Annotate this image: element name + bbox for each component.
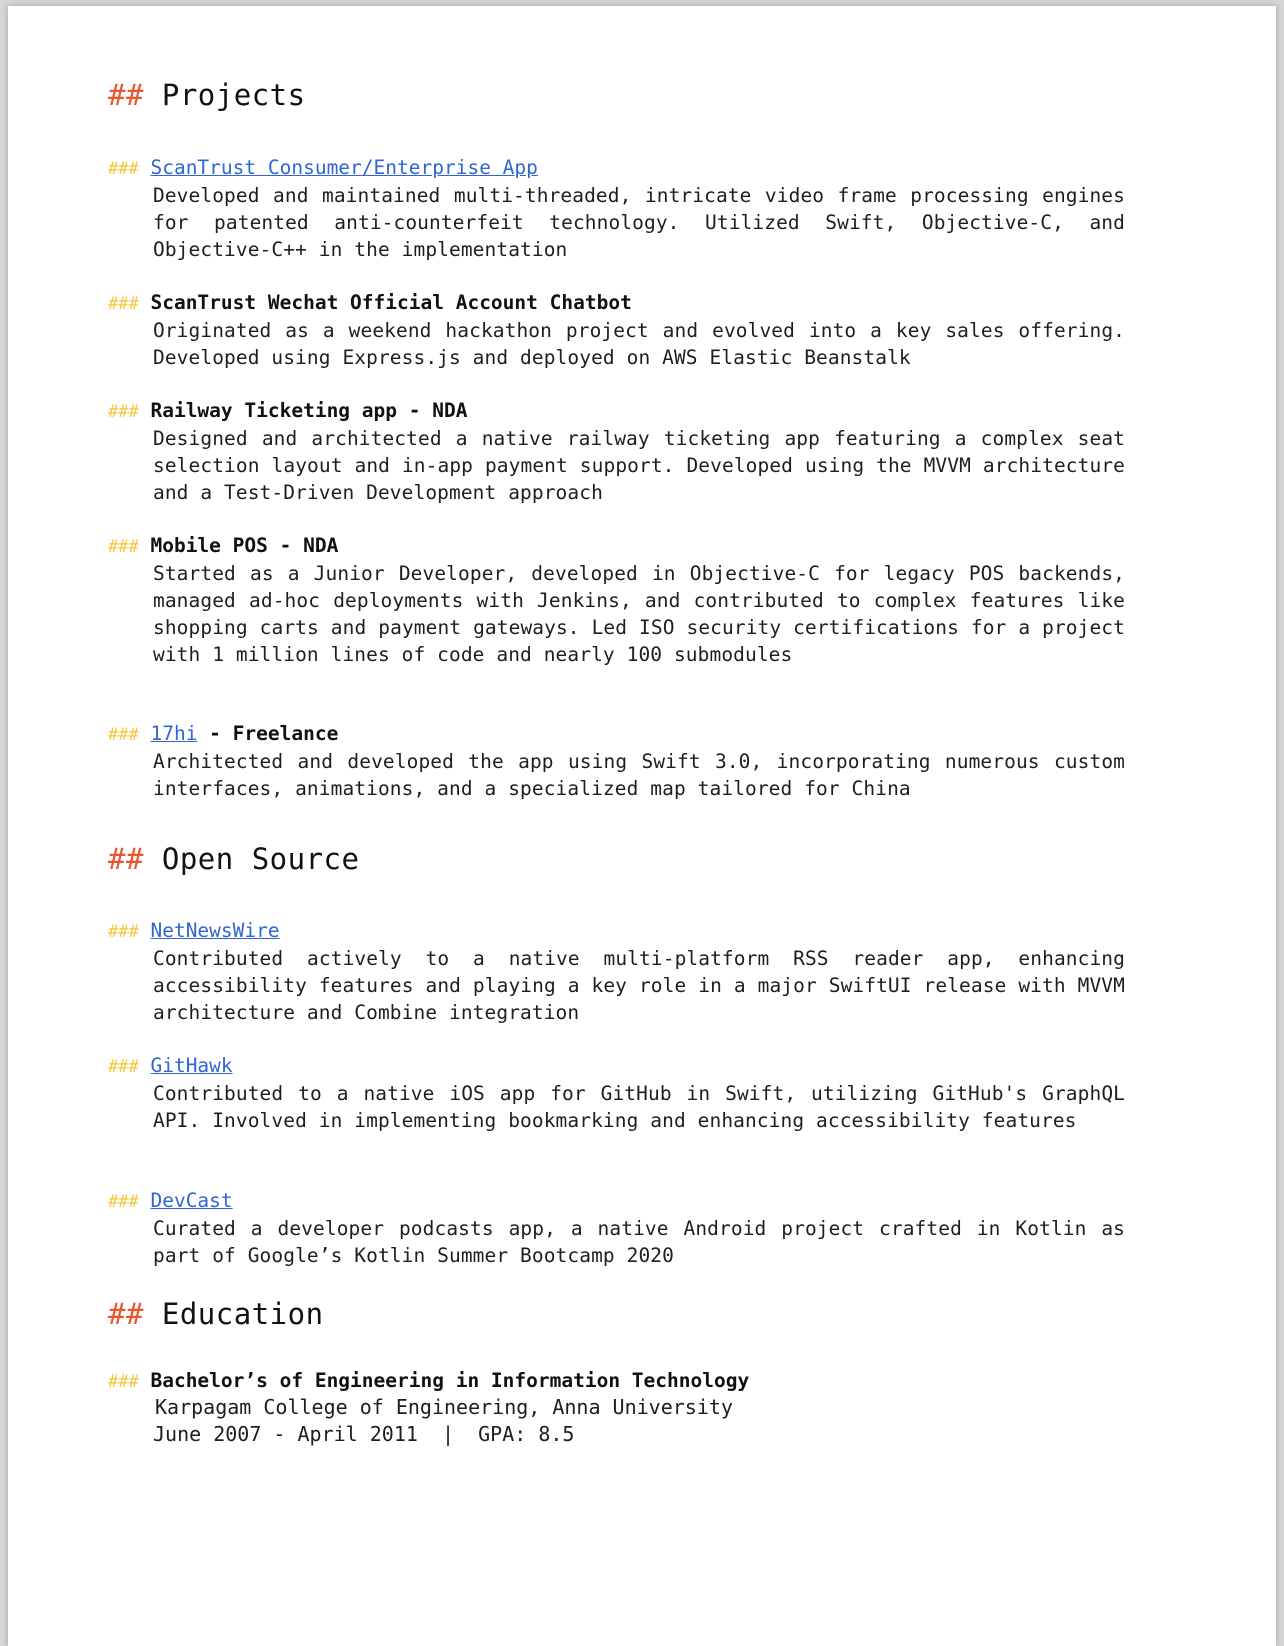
h3-marker: ### bbox=[108, 537, 139, 557]
section-title: Education bbox=[161, 1297, 324, 1331]
project-heading bbox=[108, 291, 632, 314]
project-description: Architected and developed the app using Swift 3.0, incorporating numerous custom interfaces, animations, and a specialized map tailored for China bbox=[153, 750, 1125, 800]
project-link-githawk[interactable]: GitHawk bbox=[150, 1054, 233, 1077]
h3-marker: ### bbox=[108, 294, 139, 314]
gpa: GPA: 8.5 bbox=[478, 1422, 575, 1446]
project-link-netnewswire[interactable]: NetNewsWire bbox=[150, 919, 280, 942]
project-heading bbox=[108, 156, 538, 179]
section-heading-education bbox=[108, 1297, 324, 1331]
h3-marker: ### bbox=[108, 402, 139, 422]
section-heading-open-source bbox=[108, 842, 359, 876]
project-title-suffix: - Freelance bbox=[197, 722, 339, 745]
project-title: Mobile POS - NDA bbox=[150, 534, 339, 557]
h3-marker: ### bbox=[108, 159, 139, 179]
project-title: Railway Ticketing app - NDA bbox=[150, 399, 468, 422]
institution: Karpagam College of Engineering, Anna University bbox=[155, 1395, 733, 1419]
h2-marker: ## bbox=[108, 842, 144, 876]
separator: | bbox=[442, 1422, 455, 1446]
education-dates: June 2007 - April 2011 bbox=[153, 1422, 418, 1446]
section-heading-projects bbox=[108, 78, 306, 112]
project-description: Originated as a weekend hackathon project and evolved into a key sales offering. Developed using Express.js and deployed on AWS Elastic Beanstalk bbox=[153, 319, 1125, 369]
project-heading bbox=[108, 919, 280, 942]
h3-marker: ### bbox=[108, 1192, 139, 1212]
project-description: Started as a Junior Developer, developed in Objective-C for legacy POS backends, managed ad-hoc deployments with Jenkins, and contributed to complex features like shopping carts and payment gateways. Led ISO security certifications for a project with 1 million lines of code and nearly 100 submodules bbox=[153, 562, 1125, 666]
education-details bbox=[153, 1422, 574, 1446]
h2-marker: ## bbox=[108, 78, 144, 112]
project-link-devcast[interactable]: DevCast bbox=[150, 1189, 233, 1212]
project-description: Contributed actively to a native multi-platform RSS reader app, enhancing accessibility features and playing a key role in a major SwiftUI release with MVVM architecture and Combine integration bbox=[153, 947, 1125, 1024]
degree-heading bbox=[108, 1369, 749, 1392]
section-title: Open Source bbox=[161, 842, 360, 876]
project-title: ScanTrust Wechat Official Account Chatbot bbox=[150, 291, 632, 314]
document-page bbox=[8, 6, 1276, 1646]
project-heading bbox=[108, 399, 467, 422]
project-link-17hi[interactable]: 17hi bbox=[150, 722, 198, 745]
project-description: Designed and architected a native railway ticketing app featuring a complex seat selection layout and in-app payment support. Developed using the MVVM architecture and a Test-Driven Development approach bbox=[153, 427, 1125, 504]
h3-marker: ### bbox=[108, 725, 139, 745]
section-title: Projects bbox=[161, 78, 306, 112]
project-heading bbox=[108, 534, 338, 557]
project-description: Contributed to a native iOS app for GitHub in Swift, utilizing GitHub's GraphQL API. Involved in implementing bookmarking and enhancing accessibility features bbox=[153, 1082, 1125, 1132]
project-description: Developed and maintained multi-threaded, intricate video frame processing engines for patented anti-counterfeit technology. Utilized Swift, Objective-C, and Objective-C++ in the implementation bbox=[153, 184, 1125, 261]
project-link-scantrust-app[interactable]: ScanTrust Consumer/Enterprise App bbox=[150, 156, 538, 179]
degree-title: Bachelor’s of Engineering in Information Technology bbox=[150, 1369, 750, 1392]
h3-marker: ### bbox=[108, 1057, 139, 1077]
project-heading bbox=[108, 722, 338, 745]
h2-marker: ## bbox=[108, 1297, 144, 1331]
project-heading bbox=[108, 1189, 233, 1212]
project-heading bbox=[108, 1054, 233, 1077]
h3-marker: ### bbox=[108, 1372, 139, 1392]
project-description: Curated a developer podcasts app, a native Android project crafted in Kotlin as part of Google’s Kotlin Summer Bootcamp 2020 bbox=[153, 1217, 1125, 1267]
h3-marker: ### bbox=[108, 922, 139, 942]
